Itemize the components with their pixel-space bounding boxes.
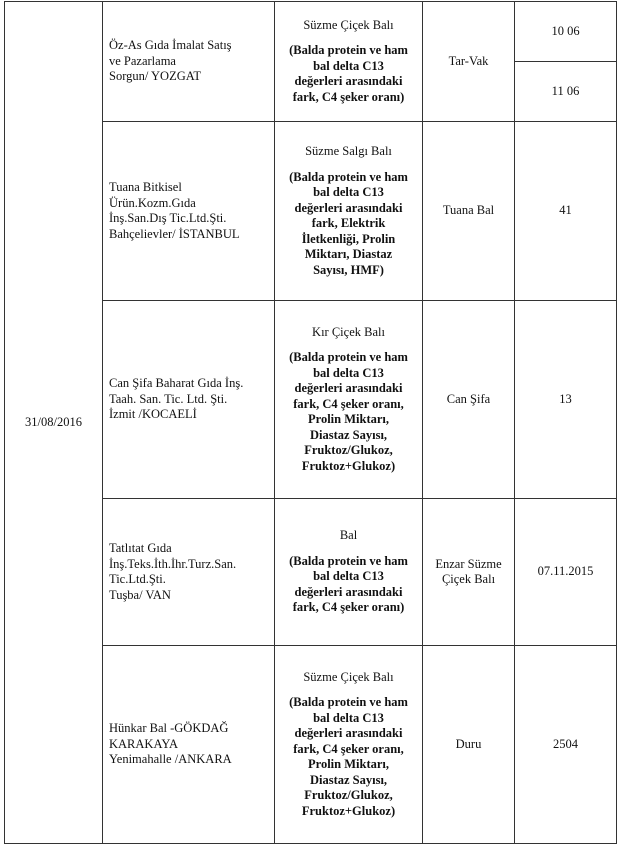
lot-cell: 11 06 <box>515 62 617 122</box>
table-row <box>5 2 617 62</box>
recall-table <box>4 1 617 844</box>
brand-cell: Duru <box>423 646 515 844</box>
brand-cell: Tar-Vak <box>423 2 515 122</box>
date-cell: 31/08/2016 <box>5 2 103 844</box>
lot-cell: 41 <box>515 122 617 301</box>
lot-cell: 2504 <box>515 646 617 844</box>
product-cell <box>275 2 423 122</box>
product-cell <box>275 122 423 301</box>
company-cell: Öz-As Gıda İmalat Satış ve Pazarlama Sorgun/ YOZGAT <box>103 2 275 122</box>
company-cell: Tuana Bitkisel Ürün.Kozm.Gıda İnş.San.Dış Tic.Ltd.Şti. Bahçelievler/ İSTANBUL <box>103 122 275 301</box>
reason-text: (Balda protein ve ham bal delta C13 değerleri arasındaki fark, Elektrik İletkenliği, Prolin Miktarı, Diastaz Sayısı, HMF) <box>289 169 408 277</box>
product-cell <box>275 646 423 844</box>
reason-text: (Balda protein ve ham bal delta C13 değerleri arasındaki fark, C4 şeker oranı) <box>289 43 408 104</box>
reason-text: (Balda protein ve ham bal delta C13 değerleri arasındaki fark, C4 şeker oranı, Prolin Miktarı, Diastaz Sayısı, Fruktoz/Glukoz, Fruktoz+Glukoz) <box>289 695 408 818</box>
product-name: Süzme Çiçek Balı <box>303 669 394 684</box>
company-cell: Tatlıtat Gıda İnş.Teks.İth.İhr.Turz.San. Tic.Ltd.Şti. Tuşba/ VAN <box>103 499 275 646</box>
product-name: Kır Çiçek Balı <box>312 324 385 339</box>
product-name: Süzme Çiçek Balı <box>303 17 394 32</box>
product-cell <box>275 499 423 646</box>
lot-cell: 07.11.2015 <box>515 499 617 646</box>
reason-text: (Balda protein ve ham bal delta C13 değerleri arasındaki fark, C4 şeker oranı) <box>289 553 408 615</box>
product-name: Bal <box>339 528 358 543</box>
lot-cell: 13 <box>515 301 617 499</box>
brand-cell: Enzar Süzme Çiçek Balı <box>423 499 515 646</box>
brand-cell: Tuana Bal <box>423 122 515 301</box>
company-cell: Can Şifa Baharat Gıda İnş. Taah. San. Tic. Ltd. Şti. İzmit /KOCAELİ <box>103 301 275 499</box>
lot-cell: 10 06 <box>515 2 617 62</box>
company-cell: Hünkar Bal -GÖKDAĞ KARAKAYA Yenimahalle /ANKARA <box>103 646 275 844</box>
product-cell <box>275 301 423 499</box>
product-name: Süzme Salgı Balı <box>305 144 392 158</box>
brand-cell: Can Şifa <box>423 301 515 499</box>
reason-text: (Balda protein ve ham bal delta C13 değerleri arasındaki fark, C4 şeker oranı, Prolin Miktarı, Diastaz Sayısı, Fruktoz/Glukoz, Fruktoz+Glukoz) <box>289 350 408 473</box>
